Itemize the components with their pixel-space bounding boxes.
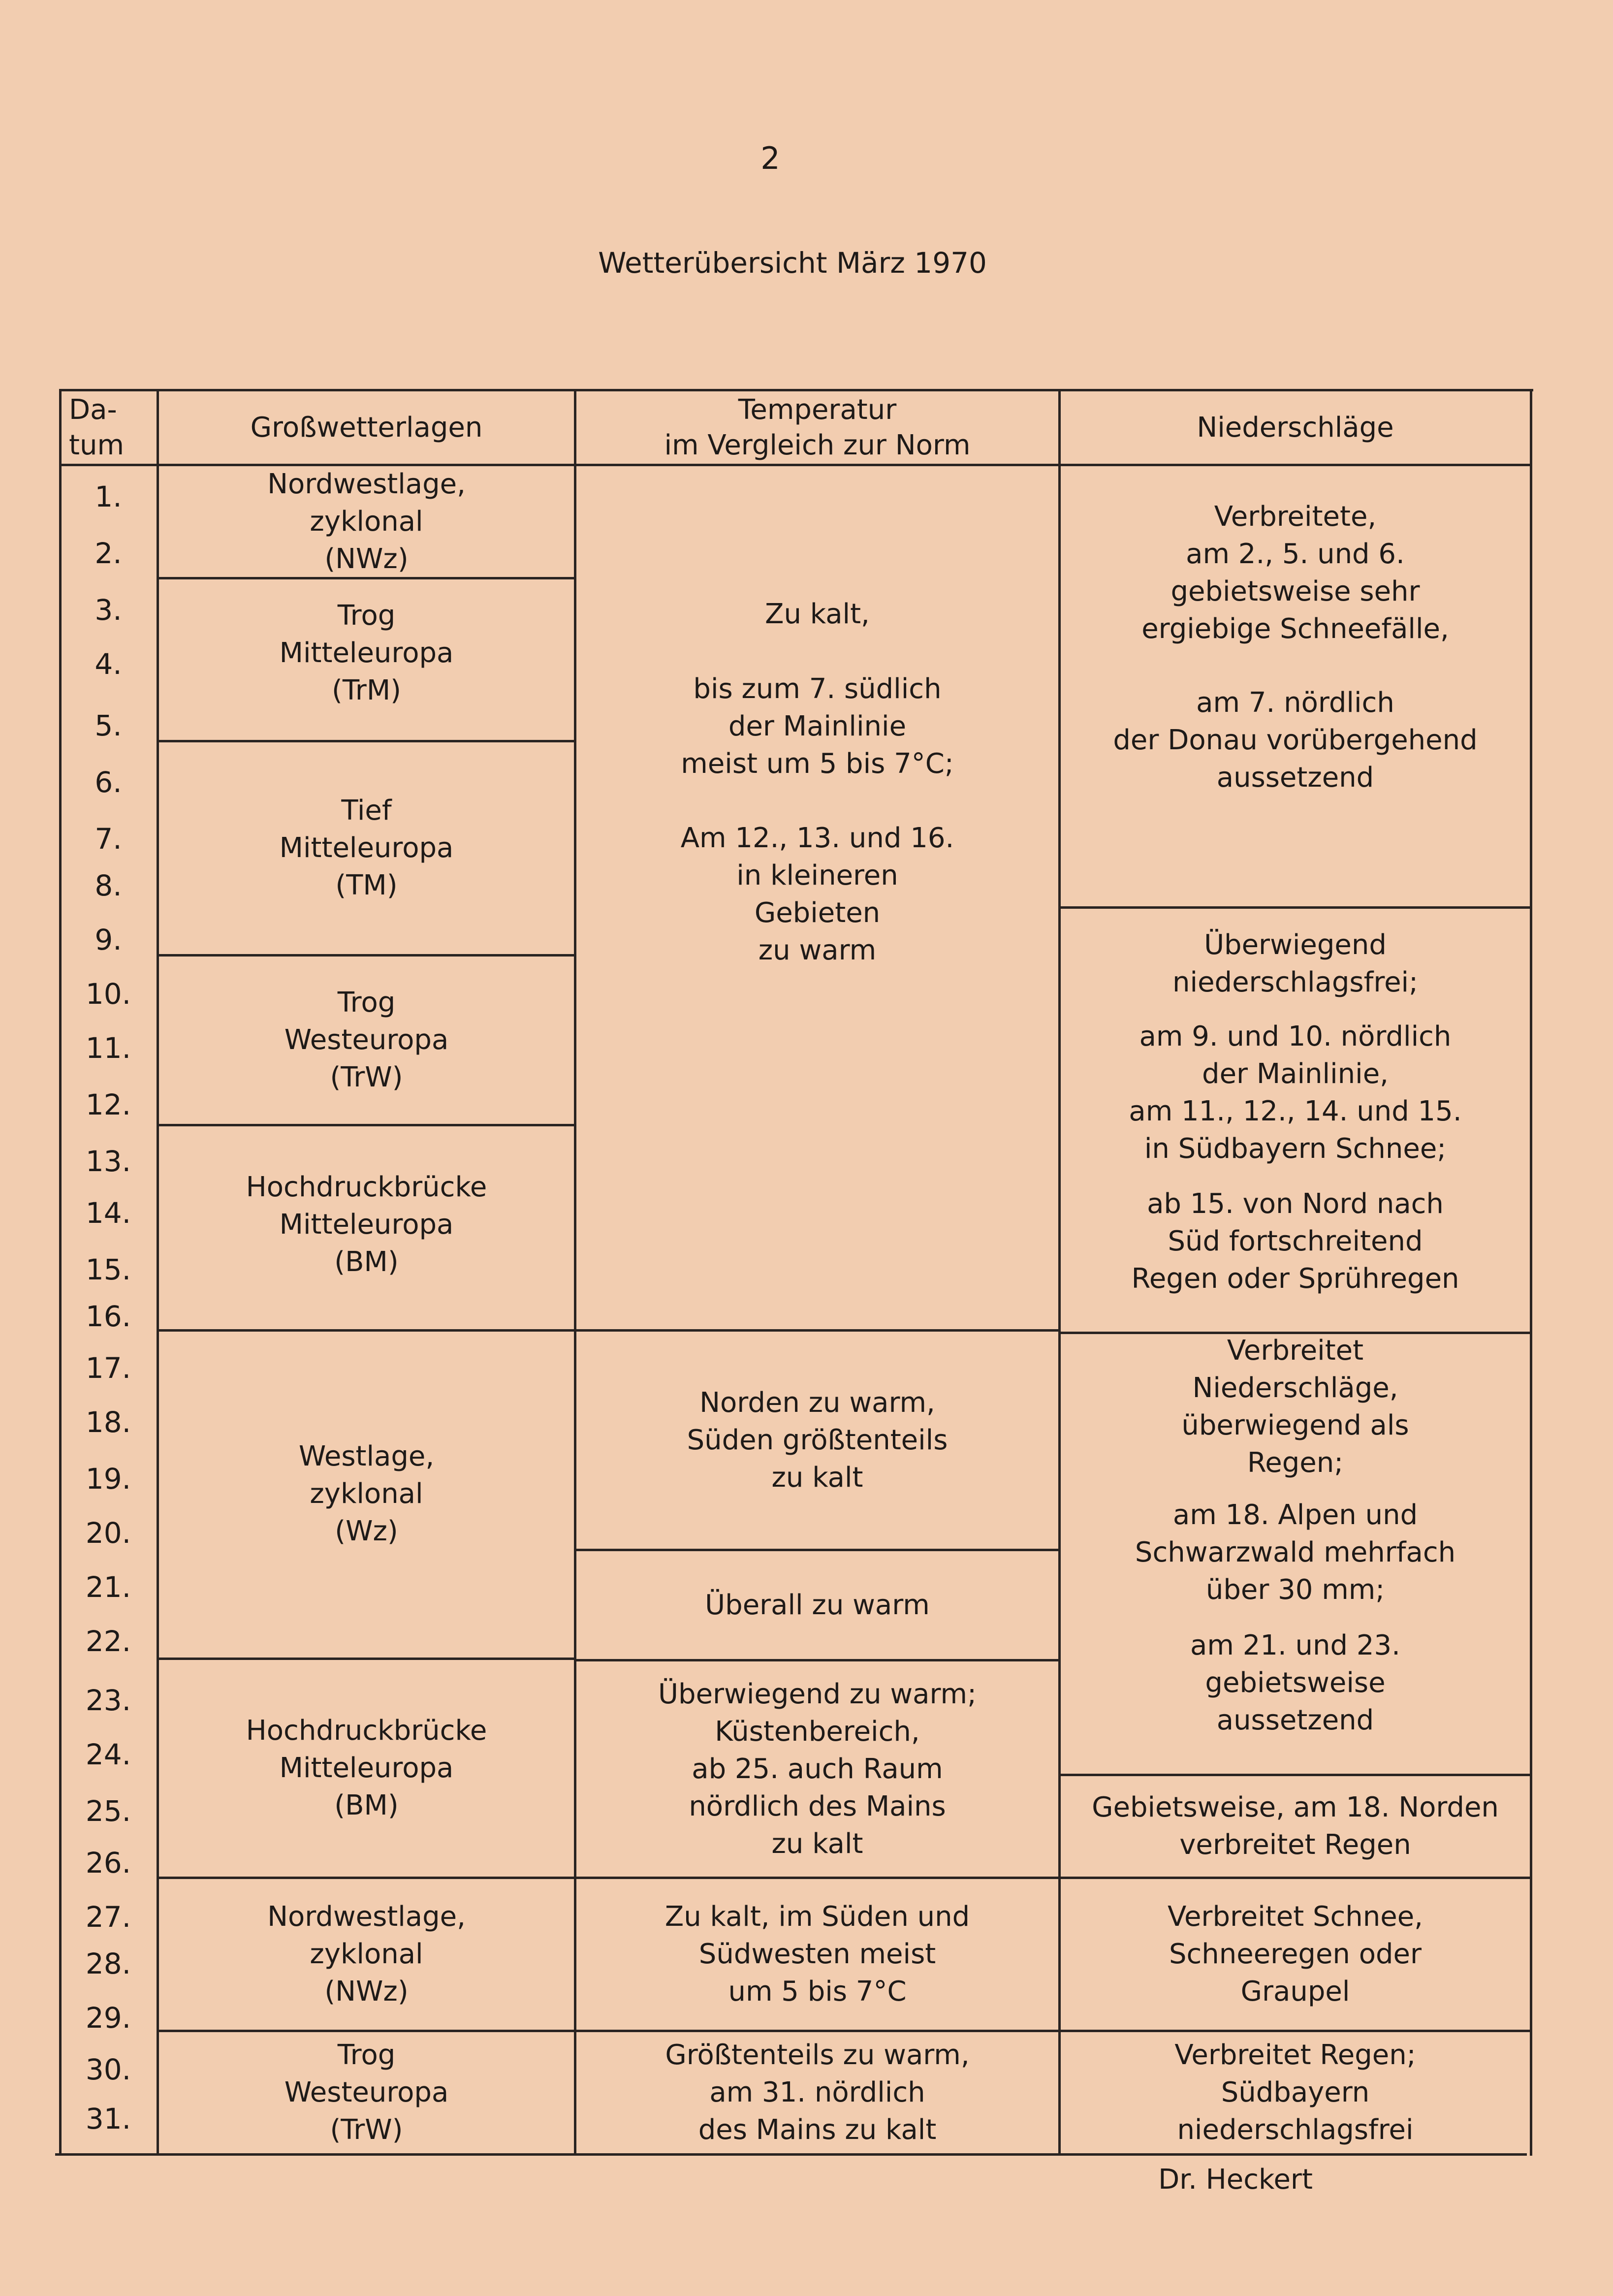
header-datum: Da- tum <box>69 393 124 461</box>
niederschlag-text: ab 15. von Nord nach Süd fortschreitend Regen oder Sprühregen <box>1131 1188 1459 1295</box>
day-label: 9. <box>95 923 122 957</box>
day-label: 16. <box>85 1300 131 1333</box>
day-label: 7. <box>95 822 122 856</box>
temperatur-text: Zu kalt, im Süden und Südwesten meist um 5 bis 7°C <box>664 1901 970 2008</box>
table-border-left <box>59 389 62 2156</box>
day-label: 3. <box>95 593 122 627</box>
day-label: 15. <box>85 1253 131 1286</box>
wetterlage-cell: Westlage, zyklonal (Wz) <box>298 1440 435 1547</box>
niederschlag-text: Verbreitet Regen; Südbayern niederschlagsfrei <box>1174 2039 1416 2146</box>
day-label: 5. <box>95 709 122 742</box>
temperatur-text: Norden zu warm, Süden größtenteils zu kalt <box>687 1386 948 1494</box>
niederschlag-text: am 18. Alpen und Schwarzwald mehrfach über 30 mm; <box>1135 1499 1456 1606</box>
wetterlage-cell: Hochdruckbrücke Mitteleuropa (BM) <box>246 1715 487 1821</box>
day-label: 8. <box>95 869 122 902</box>
niederschlag-text: Verbreitet Niederschläge, überwiegend als Regen; <box>1181 1335 1409 1479</box>
day-label: 20. <box>85 1516 131 1550</box>
header-temperatur: Temperatur im Vergleich zur Norm <box>664 393 971 461</box>
day-label: 31. <box>85 2102 131 2136</box>
niederschlag-text: Gebietsweise, am 18. Norden verbreitet Regen <box>1092 1791 1499 1861</box>
day-label: 10. <box>85 977 131 1011</box>
niederschlag-text: Überwiegend niederschlagsfrei; <box>1172 929 1418 998</box>
day-label: 21. <box>85 1570 131 1604</box>
temperatur-text: Überall zu warm <box>705 1589 930 1621</box>
day-label: 6. <box>95 765 122 799</box>
day-label: 18. <box>85 1405 131 1439</box>
niederschlag-text: am 7. nördlich der Donau vorübergehend aussetzend <box>1113 687 1478 794</box>
wetterlage-cell: Nordwestlage, zyklonal (NWz) <box>267 468 466 575</box>
day-label: 25. <box>85 1794 131 1828</box>
wetterlage-cell: Hochdruckbrücke Mitteleuropa (BM) <box>246 1171 487 1278</box>
niederschlag-text: Verbreitete, am 2., 5. und 6. gebietsweise sehr ergiebige Schneefälle, <box>1141 501 1449 645</box>
wetterlage-cell: Trog Mitteleuropa (TrM) <box>279 600 454 706</box>
page-title: Wetterübersicht März 1970 <box>598 246 987 280</box>
day-label: 27. <box>85 1900 131 1934</box>
day-label: 26. <box>85 1846 131 1880</box>
niederschlag-text: Verbreitet Schnee, Schneeregen oder Graupel <box>1168 1901 1423 2008</box>
wetterlage-cell: Nordwestlage, zyklonal (NWz) <box>267 1901 466 2008</box>
wetterlage-cell: Trog Westeuropa (TrW) <box>284 2039 449 2146</box>
day-label: 2. <box>95 537 122 570</box>
temperatur-text: bis zum 7. südlich der Mainlinie meist um 5 bis 7°C; <box>681 673 954 780</box>
day-label: 17. <box>85 1351 131 1385</box>
temperatur-text: Zu kalt, <box>765 598 870 630</box>
day-label: 11. <box>85 1031 131 1065</box>
day-label: 30. <box>85 2053 131 2086</box>
day-label: 28. <box>85 1947 131 1980</box>
temperatur-text: Überwiegend zu warm; Küstenbereich, ab 25. auch Raum nördlich des Mains zu kalt <box>658 1678 977 1860</box>
wetterlage-cell: Tief Mitteleuropa (TM) <box>279 795 454 901</box>
temperatur-text: Größtenteils zu warm, am 31. nördlich des Mains zu kalt <box>665 2039 970 2146</box>
day-label: 29. <box>85 2001 131 2035</box>
signature: Dr. Heckert <box>1158 2164 1313 2196</box>
ns-divider-1 <box>1058 906 1531 909</box>
table-border-bottom <box>55 2153 1527 2156</box>
header-niederschlaege: Niederschläge <box>1197 411 1394 444</box>
day-label: 4. <box>95 647 122 681</box>
day-label: 24. <box>85 1738 131 1771</box>
day-label: 22. <box>85 1625 131 1658</box>
page-number: 2 <box>760 140 780 176</box>
temperatur-text: Am 12., 13. und 16. in kleineren Gebieten zu warm <box>680 822 954 966</box>
day-label: 19. <box>85 1462 131 1496</box>
niederschlag-text: am 9. und 10. nördlich der Mainlinie, am 11., 12., 14. und 15. in Südbayern Schnee; <box>1129 1020 1462 1165</box>
niederschlag-text: am 21. und 23. gebietsweise aussetzend <box>1190 1629 1400 1736</box>
table-border-right <box>1530 389 1532 2156</box>
header-grosswetterlagen: Großwetterlagen <box>250 411 483 444</box>
day-label: 13. <box>85 1145 131 1178</box>
day-label: 14. <box>85 1196 131 1230</box>
day-label: 1. <box>95 480 122 513</box>
day-label: 12. <box>85 1088 131 1121</box>
day-label: 23. <box>85 1684 131 1717</box>
wetterlage-cell: Trog Westeuropa (TrW) <box>284 987 449 1093</box>
